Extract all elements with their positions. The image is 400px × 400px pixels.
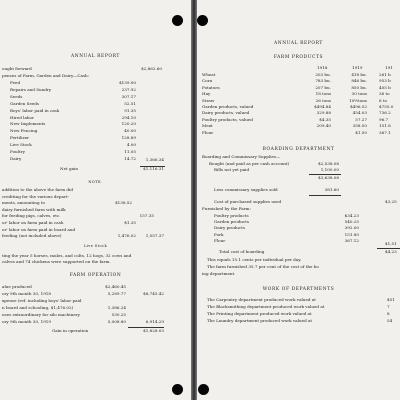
- note-line: addition to the above the farm did: [2, 187, 73, 192]
- product-1919: 57.27: [355, 116, 367, 122]
- work-label: The Carpentry department produced work valued at: [207, 297, 316, 302]
- cost-label: Cost of purchased supplies used: [214, 199, 282, 204]
- work-value: 7: [387, 304, 390, 309]
- product-1919: 418 bu.: [351, 72, 367, 77]
- product-label: Meat: [202, 123, 213, 129]
- product-1919: 846 bu.: [351, 78, 367, 84]
- furnished-total: $1,51: [385, 241, 397, 246]
- work-label: The Blacksmithing department produced work valued at: [207, 304, 325, 309]
- boarding-intro: Boarding and Commissary Supplies—: [202, 154, 281, 159]
- operation-label: alue produced: [2, 284, 32, 289]
- expense-value: 52.51: [124, 100, 136, 106]
- brought-forward-label: ought forward: [2, 66, 32, 71]
- note-line: for feeding pigs, calves, etc.: [2, 213, 61, 219]
- furnished-item-value: 367.12: [344, 237, 359, 243]
- punch-hole: [197, 15, 208, 26]
- work-title: WORK OF DEPARTMENTS: [262, 287, 335, 292]
- furnished-item-label: Dairy products: [214, 225, 245, 231]
- work-value: $51: [387, 297, 395, 302]
- note-line: feeding (not included above): [2, 233, 62, 239]
- product-1919: $496.52: [350, 104, 367, 109]
- product-label: Poultry products, valued: [202, 116, 253, 122]
- punch-hole: [172, 384, 183, 395]
- furnished-item-label: Flour: [214, 237, 226, 243]
- product-1918: $494.84: [314, 104, 331, 109]
- gain-value: $1,828.03: [143, 328, 164, 333]
- product-label: Garden products, valued: [202, 104, 254, 109]
- work-label: The Laundry department produced work valued at: [207, 318, 313, 323]
- expense-value: 14.72: [124, 155, 136, 161]
- less-label: Less commissary supplies sold: [214, 187, 278, 192]
- product-1919: 10½tons: [348, 97, 367, 103]
- product-191x: 151.8: [379, 123, 391, 129]
- punch-hole: [198, 384, 209, 395]
- farm-products-title: FARM PRODUCTS: [273, 55, 324, 60]
- right-header: ANNUAL REPORT: [274, 41, 323, 46]
- operation-value: 5,008.80: [107, 319, 126, 324]
- note-total: 1,557.37: [145, 233, 164, 238]
- product-1918: 18 tons: [315, 91, 331, 97]
- year-label: 1918: [317, 65, 328, 70]
- product-label: Potatoes: [202, 84, 220, 90]
- subtotal-value: $3,638.08: [318, 175, 339, 180]
- product-1919: 358.50: [352, 123, 367, 129]
- operation-value: $2,460.45: [105, 284, 126, 289]
- product-191x: 36 to: [379, 91, 390, 97]
- expenses-intro: penses of Farm, Garden and Dairy—Cash:: [2, 73, 90, 78]
- bills-value: 1,100.00: [320, 167, 339, 172]
- note-value: 1,476.02: [117, 233, 136, 238]
- note-line: or' labor on farm paid in cash: [2, 220, 64, 225]
- dairy-total: 1,366.34: [145, 157, 164, 162]
- furnished-item-value: 151.80: [344, 231, 359, 237]
- furnished-item-value: 540.25: [344, 219, 359, 225]
- furnished-note-line: The farm furnished 35.7 per cent of the cost of the bo: [207, 264, 319, 269]
- live-stock-title: Live Stock: [83, 244, 108, 248]
- less-value: 381.60: [324, 187, 339, 192]
- furnished-item-value: $34.23: [344, 213, 359, 218]
- operation-label: uses extraordinary for silo machinery: [2, 312, 80, 317]
- operation-label: n board and schooling, $1,476.02): [2, 305, 74, 310]
- expense-value: 11.05: [124, 149, 136, 154]
- live-stock-line: ting the year 5 horses, mules, and colts, 12 hogs, 32 cows and: [2, 253, 132, 258]
- operation-label: ory 9th month 30, 1919: [2, 319, 52, 324]
- note-value: 157.35: [139, 213, 154, 218]
- expense-label: Garden Seeds: [10, 100, 40, 106]
- furnished-item-label: Garden products: [214, 219, 249, 225]
- operation-value: 530.25: [111, 312, 126, 317]
- product-1918: 783 bu.: [315, 78, 331, 84]
- operation-value: 5,289.77: [107, 291, 126, 296]
- product-label: Hay: [202, 91, 211, 97]
- right-page: [197, 0, 400, 400]
- expense-label: Poultry: [10, 149, 25, 154]
- product-1919: 30 tons: [351, 91, 367, 97]
- year-label: 1919: [352, 65, 363, 70]
- product-label: Flour: [202, 129, 214, 135]
- product-1919: 454.03: [352, 110, 367, 116]
- equals-line: This equals 15.1 cents per individual per day.: [207, 257, 302, 262]
- product-1918: 203 bu.: [315, 72, 331, 77]
- farm-operation-title: FARM OPERATION: [69, 273, 122, 278]
- total-value: $4,23: [385, 249, 397, 254]
- furnished-label: Furnished by the Farm:: [202, 206, 251, 211]
- cost-value: $3,25: [385, 199, 397, 204]
- expense-value: 91.35: [124, 107, 136, 113]
- product-1918: 26 tons: [315, 97, 331, 103]
- note-value: $1.35: [124, 220, 136, 225]
- operation-value: 1,386.24: [107, 305, 126, 310]
- product-191x: 405 b: [379, 84, 391, 90]
- expense-label: Feed: [10, 80, 21, 85]
- expense-label: Seeds: [10, 93, 23, 99]
- operation-label: ory 9th month 30, 1918: [2, 291, 52, 296]
- product-label: Wheat: [202, 72, 216, 77]
- expense-value: $139.00: [119, 80, 136, 85]
- operation-label: xpense (ref. including boys' labor paid: [2, 298, 82, 303]
- product-1918: 329.88: [316, 110, 331, 116]
- gain-label: Gain in operation: [52, 328, 89, 333]
- work-value: 8: [387, 311, 390, 316]
- operation-total: $8,745.42: [143, 291, 164, 296]
- expense-label: New Implements: [10, 121, 46, 127]
- product-191x: 367.1: [379, 129, 391, 135]
- year-label: 191: [385, 65, 393, 70]
- expense-value: 4.00: [126, 142, 136, 148]
- work-value: 54: [387, 318, 393, 323]
- expense-value: 294.10: [121, 114, 136, 120]
- expense-value: 120.20: [121, 121, 136, 127]
- total-label: Total cost of boarding: [219, 249, 265, 254]
- expense-value: 40.00: [124, 128, 136, 134]
- net-gain-value: $1,116.31: [143, 166, 164, 171]
- furnished-note-line: ing department.: [202, 271, 236, 276]
- note-line: or' labor on farm paid in board and: [2, 226, 76, 232]
- product-1918: 209.40: [316, 123, 331, 129]
- product-1919: 850 bu.: [351, 84, 367, 90]
- expense-label: Dairy: [10, 155, 22, 161]
- product-191x: 953 b: [379, 78, 391, 84]
- product-label: Corn: [202, 78, 213, 84]
- furnished-item-value: 392.00: [344, 225, 359, 231]
- note-line: dairy furnished farm with milk: [2, 206, 66, 212]
- product-191x: $755.0: [379, 104, 394, 109]
- operation-total: 6,914.29: [145, 319, 164, 324]
- bought-label: Bought (and paid as per cash account): [209, 161, 290, 166]
- net-gain-label: Net gain: [60, 166, 78, 171]
- expense-value: 307.17: [121, 93, 136, 99]
- left-header: ANNUAL REPORT: [71, 54, 120, 59]
- expense-label: Live Stock: [10, 142, 32, 148]
- furnished-item-label: Poultry products: [214, 213, 249, 218]
- expense-value: 237.92: [121, 86, 136, 92]
- expense-label: Fertilizer: [10, 135, 30, 141]
- product-1918: $4.35: [319, 116, 331, 122]
- boarding-title: BOARDING DEPARTMENT: [262, 147, 335, 152]
- note-title: NOTE.: [88, 180, 103, 184]
- divider: [309, 195, 341, 196]
- left-page: [0, 0, 191, 400]
- expense-label: Hired labor: [10, 114, 34, 120]
- product-191x: 8 to: [379, 97, 388, 103]
- note-value: $138.52: [115, 200, 132, 205]
- furnished-item-label: Pork: [214, 231, 224, 237]
- note-line: crediting for the various depart-: [2, 193, 69, 199]
- expense-value: 128.89: [121, 135, 136, 141]
- expense-label: New Fencing: [10, 128, 38, 134]
- product-label: Dairy products, valued: [202, 110, 250, 116]
- expense-label: Boys' labor paid in cash: [10, 107, 60, 113]
- bills-label: Bills not yet paid: [214, 167, 250, 172]
- brought-forward-value: $2,862.60: [141, 66, 162, 71]
- product-1918: 207 bu.: [315, 84, 331, 90]
- live-stock-line: calves and 74 chickens were supported on the farm.: [2, 259, 111, 264]
- product-191x: 96.7: [379, 116, 389, 122]
- bought-value: $2,538.08: [318, 161, 339, 166]
- work-label: The Printing department produced work valued at: [207, 311, 312, 316]
- expense-label: Repairs and Sundry: [10, 86, 52, 92]
- product-1919: $1.50: [355, 129, 367, 135]
- product-191x: 261 b: [379, 72, 391, 77]
- product-label: Straw: [202, 97, 215, 103]
- punch-hole: [172, 15, 183, 26]
- product-191x: 736.2: [379, 110, 391, 116]
- note-line: ments, amounting to: [2, 200, 45, 206]
